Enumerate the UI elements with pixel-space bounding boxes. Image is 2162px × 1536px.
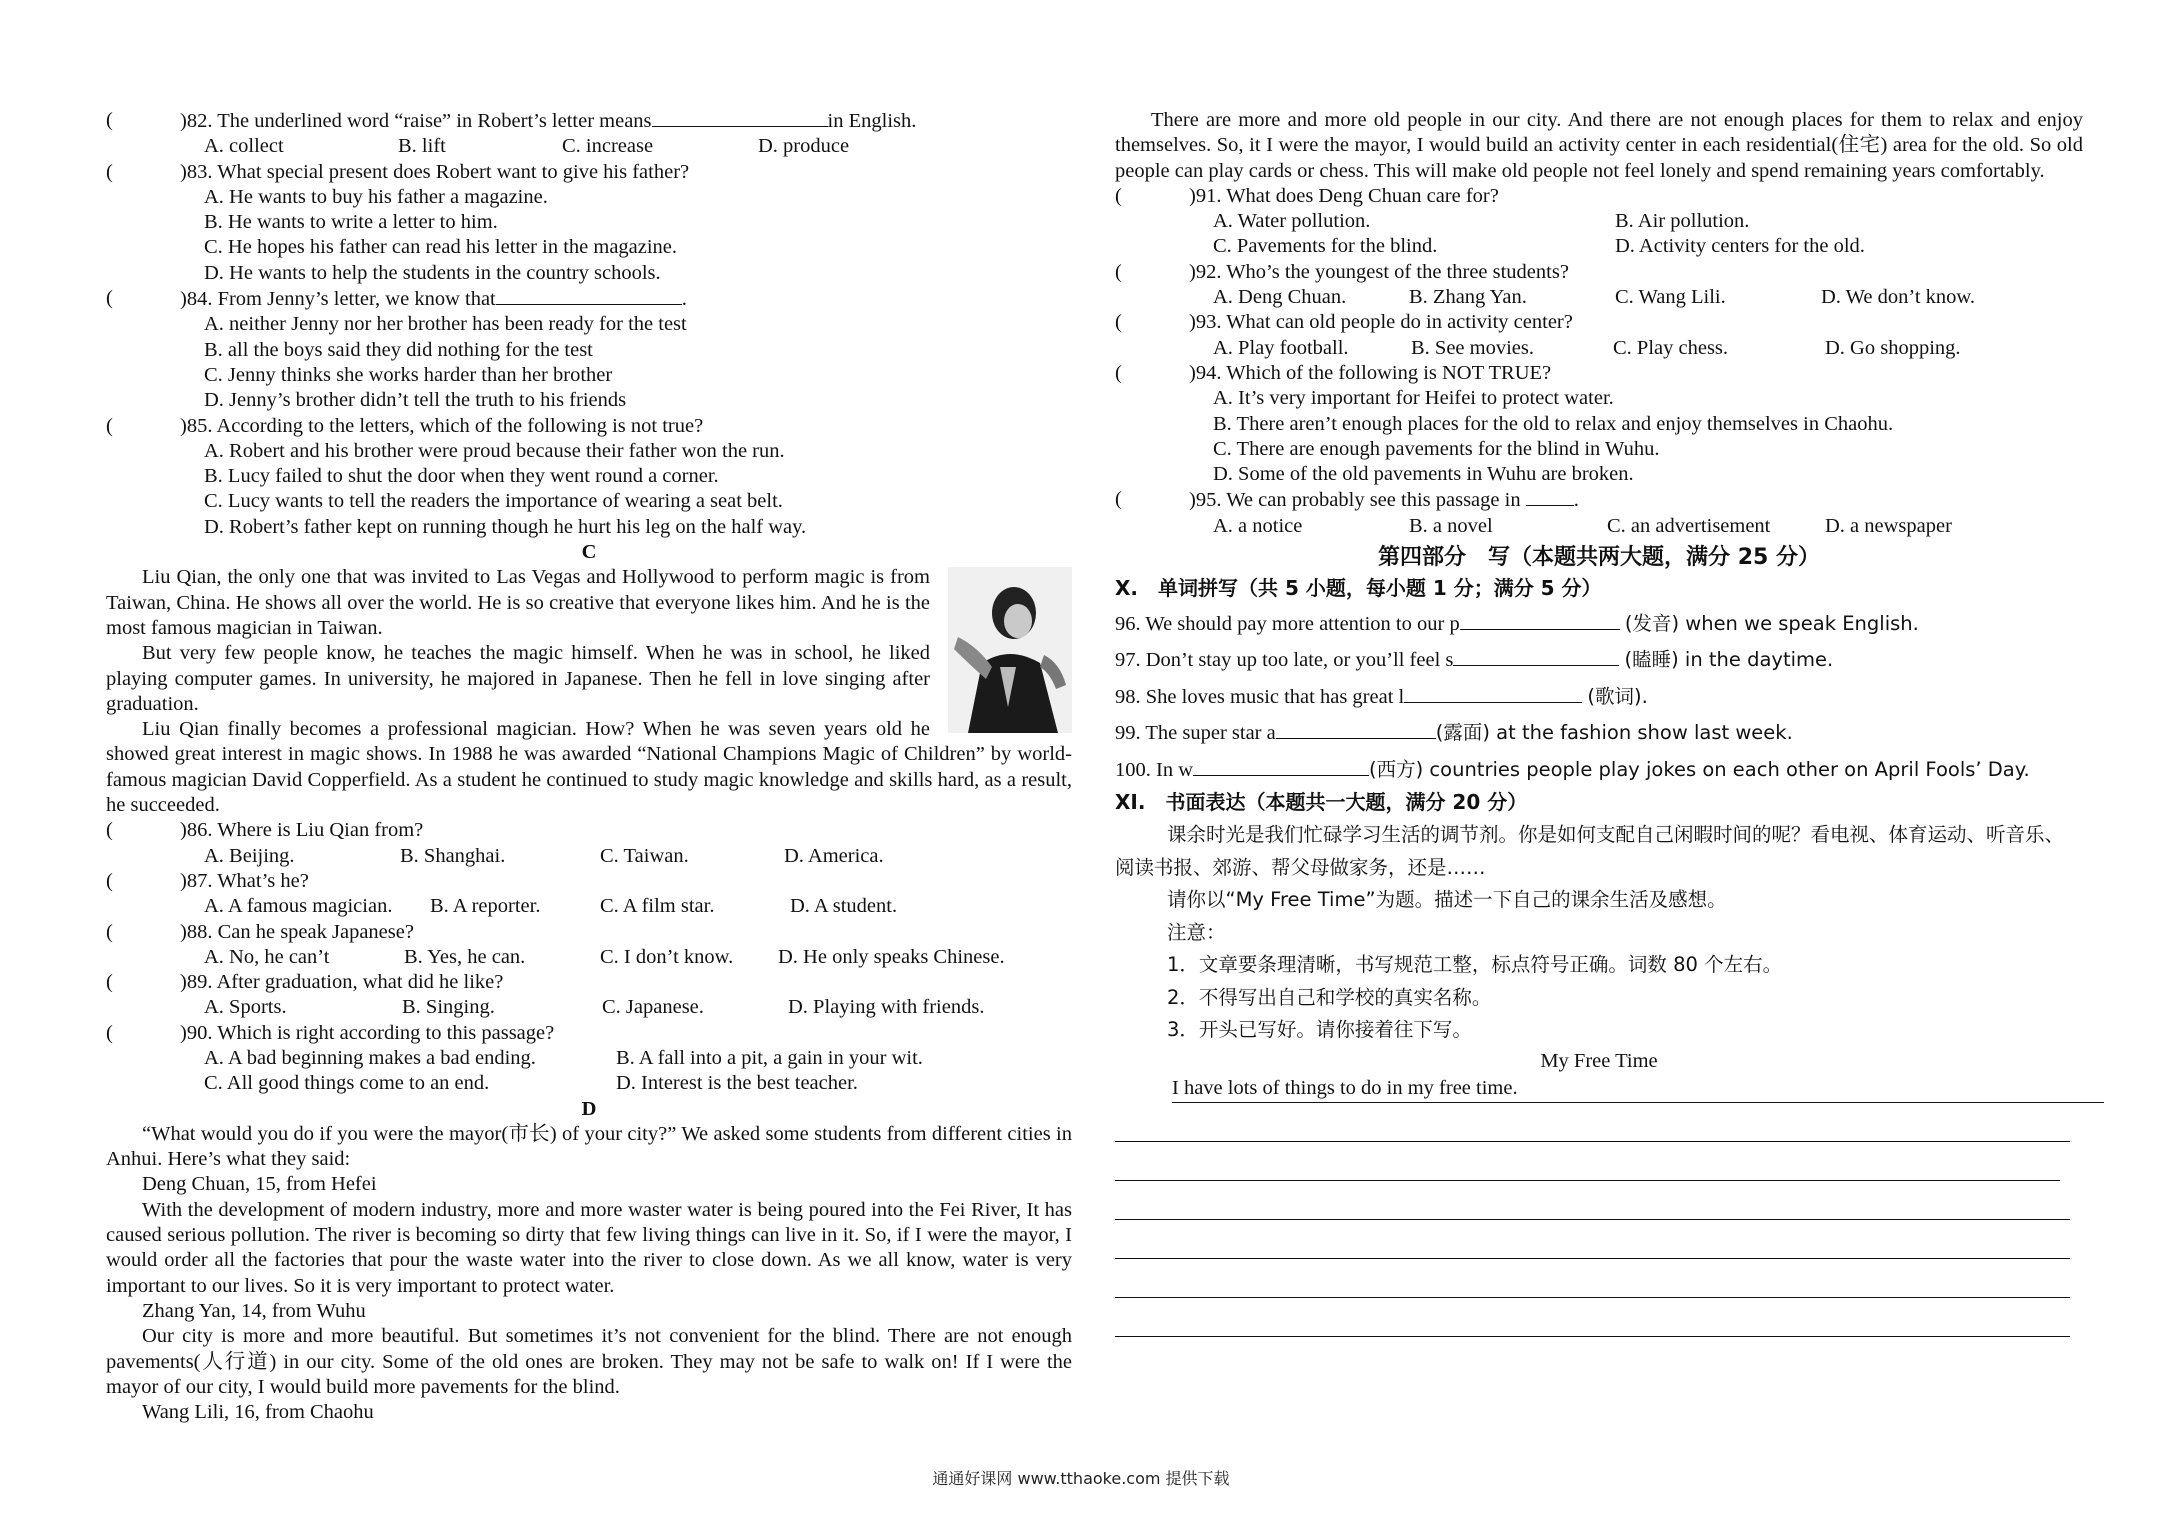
- note-item: 1．文章要条理清晰，书写规范工整，标点符号正确。词数 80 个左右。: [1167, 953, 1783, 977]
- option: D. Jenny’s brother didn’t tell the truth to his friends: [204, 389, 627, 412]
- answer-blank[interactable]: [1526, 487, 1574, 506]
- answer-blank[interactable]: [1193, 757, 1369, 776]
- writing-line[interactable]: [1115, 1220, 2070, 1259]
- question-83: ( )83. What special present does Robert want to give his father?: [106, 160, 690, 183]
- option: D. He wants to help the students in the country schools.: [204, 261, 661, 284]
- section-xi-title: XI. 书面表达（本题共一大题，满分 20 分）: [1115, 790, 1528, 815]
- question-86: ( )86. Where is Liu Qian from?: [106, 819, 424, 842]
- paragraph: Liu Qian finally becomes a professional magician. How? When he was seven years old he showed great interest in magic shows. In 1988 he was awarded “National Champions Magic of Children” by world-famous magician David Copperfield. As a student he continued to study magic knowledge and skills hard, as a result, he succeeded.: [106, 718, 1072, 817]
- options-86: A. Beijing. B. Shanghai. C. Taiwan. D. America.: [204, 844, 884, 867]
- paragraph: There are more and more old people in our city. And there are not enough places for them to relax and enjoy themselves. So, it I were the mayor, I would build an activity center in each residential(住宅) area for the old. So old people can play cards or chess. This will make old people not feel lonely and spend remaining years comfortably.: [1115, 109, 2083, 182]
- right-column: [1115, 108, 2083, 1337]
- section-c-heading: C: [581, 541, 597, 564]
- paragraph: “What would you do if you were the mayor(市长) of your city?” We asked some students from different cities in Anhui. Here’s what they said:: [106, 1122, 1072, 1171]
- fill-item-100: 100. In w (西方) countries people play jokes on each other on April Fools’ Day.: [1115, 757, 2030, 781]
- writing-intro: 课余时光是我们忙碌学习生活的调节剂。你是如何支配自己闲暇时间的呢？看电视、体育运动、听音乐、阅读书报、郊游、帮父母做家务，还是……: [1115, 823, 2065, 879]
- options-95: A. a notice B. a novel C. an advertisement D. a newspaper: [1213, 514, 1952, 537]
- question-92: ( )92. Who’s the youngest of the three students?: [1115, 260, 1569, 283]
- note-item: 3．开头已写好。请你接着往下写。: [1167, 1018, 1472, 1042]
- answer-blank[interactable]: [1460, 611, 1620, 630]
- options-91: A. Water pollution. B. Air pollution. C. Pavements for the blind. D. Activity centers for the old.: [1213, 210, 1865, 258]
- question-82: ( )82. The underlined word “raise” in Robert’s letter means in English.: [106, 108, 1072, 134]
- writing-line[interactable]: [1115, 1142, 2060, 1181]
- question-91: ( )91. What does Deng Chuan care for?: [1115, 184, 1499, 207]
- options-93: A. Play football. B. See movies. C. Play chess. D. Go shopping.: [1213, 336, 1961, 359]
- part-four-title: 第四部分 写（本题共两大题，满分 25 分）: [1378, 545, 1820, 571]
- options-82: A. collect B. lift C. increase D. produce: [204, 135, 850, 158]
- option: A. He wants to buy his father a magazine.: [204, 185, 548, 208]
- fill-item-98: 98. She loves music that has great l (歌词).: [1115, 684, 1648, 708]
- paragraph: Our city is more and more beautiful. But sometimes it’s not convenient for the blind. There are not enough pavements(人行道) in our city. Some of the old ones are broken. They may not be safe to walk on! If I were the mayor of our city, I would build more pavements for the blind.: [106, 1325, 1072, 1398]
- fill-item-96: 96. We should pay more attention to our p (发音) when we speak English.: [1115, 611, 1919, 635]
- answer-blank[interactable]: [1276, 720, 1436, 739]
- writing-line[interactable]: [1115, 1103, 2070, 1142]
- magician-photo: [948, 567, 1072, 733]
- option: B. all the boys said they did nothing for the test: [204, 338, 593, 361]
- page-footer: 通通好课网 www.tthaoke.com 提供下载: [932, 1469, 1230, 1488]
- option: A. neither Jenny nor her brother has been ready for the test: [204, 313, 687, 336]
- section-d-heading: D: [581, 1097, 597, 1120]
- paragraph: With the development of modern industry, more and more waster water is being poured into the Fei River, It has caused serious pollution. The river is becoming so dirty that few living things can live in it. So, if I were the mayor, I would order all the factories that pour the waste water into the river to close down. As we all know, water is very important to our lives. So it is very important to protect water.: [106, 1198, 1072, 1297]
- option: B. There aren’t enough places for the old to relax and enjoy themselves in Chaohu.: [1213, 412, 1894, 435]
- option: A. Robert and his brother were proud because their father won the run.: [204, 439, 785, 462]
- writing-line[interactable]: [1115, 1259, 2070, 1298]
- answer-blank[interactable]: [652, 108, 828, 127]
- question-89: ( )89. After graduation, what did he like?: [106, 971, 504, 994]
- question-85: ( )85. According to the letters, which of the following is not true?: [106, 414, 704, 437]
- essay-title: My Free Time: [1540, 1049, 1658, 1072]
- option: D. Robert’s father kept on running though he hurt his leg on the half way.: [204, 515, 807, 538]
- section-x-title: X. 单词拼写（共 5 小题，每小题 1 分；满分 5 分）: [1115, 576, 1602, 601]
- option: C. He hopes his father can read his letter in the magazine.: [204, 236, 678, 259]
- writing-line[interactable]: [1115, 1298, 2070, 1337]
- note-item: 2．不得写出自己和学校的真实名称。: [1167, 985, 1492, 1009]
- options-90: A. A bad beginning makes a bad ending. B. A fall into a pit, a gain in your wit. C. All good things come to an end. D. Interest is the best teacher.: [204, 1046, 923, 1095]
- answer-blank[interactable]: [1404, 684, 1582, 703]
- question-90: ( )90. Which is right according to this passage?: [106, 1021, 555, 1044]
- essay-first-line[interactable]: I have lots of things to do in my free time.: [1172, 1074, 2104, 1103]
- question-84: ( )84. From Jenny’s letter, we know that .: [106, 287, 687, 311]
- question-82-text: )82. The underlined word “raise” in Robert’s letter means in English.: [180, 110, 917, 132]
- answer-blank[interactable]: [1453, 647, 1619, 666]
- passage-c: [106, 565, 1072, 818]
- question-95: ( )95. We can probably see this passage in .: [1115, 488, 1579, 512]
- option: C. There are enough pavements for the blind in Wuhu.: [1213, 437, 1660, 460]
- option: C. Jenny thinks she works harder than her brother: [204, 363, 613, 386]
- option: B. Lucy failed to shut the door when they went round a corner.: [204, 465, 719, 488]
- writing-requirement: 请你以“My Free Time”为题。描述一下自己的课余生活及感想。: [1167, 888, 1727, 912]
- option: A. It’s very important for Heifei to protect water.: [1213, 387, 1614, 410]
- student-name: Wang Lili, 16, from Chaohu: [142, 1401, 374, 1424]
- option: D. Some of the old pavements in Wuhu are broken.: [1213, 463, 1634, 486]
- option: C. Lucy wants to tell the readers the importance of wearing a seat belt.: [204, 490, 783, 513]
- paragraph: But very few people know, he teaches the magic himself. When he was in school, he liked playing computer games. In university, he majored in Japanese. Then he fell in love singing after graduation.: [106, 642, 930, 715]
- fill-item-99: 99. The super star a (露面) at the fashion show last week.: [1115, 721, 1793, 745]
- options-87: A. A famous magician. B. A reporter. C. A film star. D. A student.: [204, 895, 898, 918]
- writing-line[interactable]: [1115, 1181, 2070, 1220]
- option: B. He wants to write a letter to him.: [204, 211, 498, 234]
- options-88: A. No, he can’t B. Yes, he can. C. I don’t know. D. He only speaks Chinese.: [204, 945, 1005, 968]
- student-name: Zhang Yan, 14, from Wuhu: [142, 1299, 366, 1322]
- question-87: ( )87. What’s he?: [106, 869, 309, 892]
- left-column: [106, 108, 1072, 1425]
- options-89: A. Sports. B. Singing. C. Japanese. D. Playing with friends.: [204, 996, 985, 1019]
- question-94: ( )94. Which of the following is NOT TRUE?: [1115, 361, 1552, 384]
- options-92: A. Deng Chuan. B. Zhang Yan. C. Wang Lili. D. We don’t know.: [1213, 286, 1975, 309]
- fill-item-97: 97. Don’t stay up too late, or you’ll feel s (瞌睡) in the daytime.: [1115, 648, 1834, 672]
- question-88: ( )88. Can he speak Japanese?: [106, 920, 414, 943]
- notes-label: 注意：: [1167, 920, 1226, 944]
- student-name: Deng Chuan, 15, from Hefei: [142, 1173, 377, 1196]
- answer-blank[interactable]: [496, 286, 682, 305]
- question-93: ( )93. What can old people do in activity center?: [1115, 311, 1573, 334]
- paragraph: Liu Qian, the only one that was invited to Las Vegas and Hollywood to perform magic is from Taiwan, China. He shows all over the world. He is so creative that everyone likes him. And he is the most famous magician in Taiwan.: [106, 566, 930, 639]
